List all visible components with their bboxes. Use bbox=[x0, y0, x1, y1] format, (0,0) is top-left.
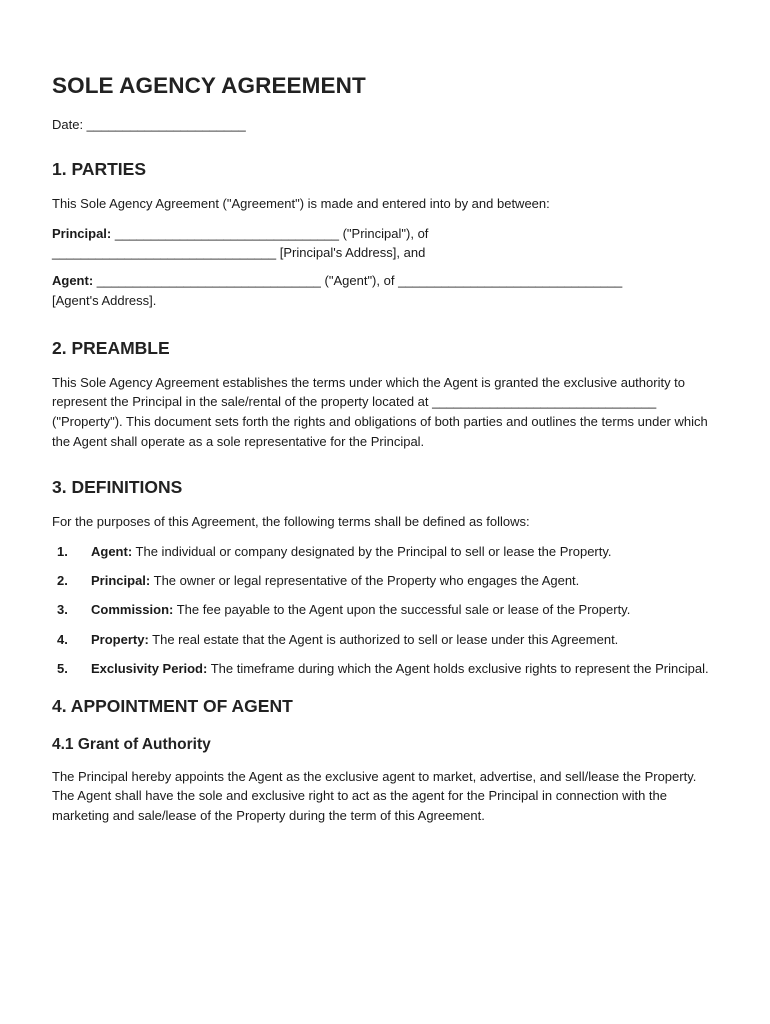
section-heading-definitions: 3. DEFINITIONS bbox=[52, 477, 183, 498]
date-field: Date: ______________________ bbox=[52, 117, 246, 132]
list-item-term: Property: bbox=[91, 631, 149, 647]
section-heading-parties: 1. PARTIES bbox=[52, 159, 147, 179]
parties-intro: This Sole Agency Agreement ("Agreement") is made and entered into by and between: bbox=[52, 196, 550, 211]
preamble-text: This Sole Agency Agreement establishes the terms under which the Agent is granted the exclusive authority to represent the Principal in the sale/rental of the property located at _______________________________ ("Property"). This document sets forth the rights and obligations of both parties and outlines the terms under which the Agent shall operate as a sole representative for the Principal. bbox=[52, 374, 708, 449]
list-item bbox=[52, 630, 718, 650]
list-item-text: The owner or legal representative of the Property who engages the Agent. bbox=[150, 573, 580, 589]
section-heading-preamble: 2. PREAMBLE bbox=[52, 337, 170, 358]
list-item bbox=[52, 659, 718, 679]
section-appointment bbox=[52, 695, 718, 826]
agent-label: Agent: bbox=[52, 273, 94, 289]
list-item-text: The fee payable to the Agent upon the successful sale or lease of the Property. bbox=[173, 602, 631, 618]
list-item-number: 3. bbox=[57, 602, 68, 618]
principal-line-2: _______________________________ [Principal's Address], and bbox=[52, 245, 426, 261]
principal-label: Principal: bbox=[52, 225, 112, 241]
list-item-text: The individual or company designated by the Principal to sell or lease the Property. bbox=[132, 544, 612, 560]
list-item-term: Principal: bbox=[91, 573, 151, 589]
list-item-number: 1. bbox=[57, 544, 68, 560]
section-preamble bbox=[52, 337, 718, 452]
subsection-heading-grant: 4.1 Grant of Authority bbox=[52, 735, 211, 753]
agent-clause bbox=[52, 271, 718, 310]
document-title: SOLE AGENCY AGREEMENT bbox=[52, 73, 366, 98]
principal-line-1: _______________________________ ("Principal"), of bbox=[111, 225, 429, 241]
section-parties bbox=[52, 158, 718, 311]
definitions-intro: For the purposes of this Agreement, the following terms shall be defined as follows: bbox=[52, 514, 530, 530]
list-item bbox=[52, 600, 718, 620]
grant-of-authority-text: The Principal hereby appoints the Agent as the exclusive agent to market, advertise, and sell/lease the Property. The Agent shall have the sole and exclusive right to act as the agent for the Principal in connection with the marketing and sale/lease of the Property during the term of this Agreement. bbox=[52, 768, 697, 823]
list-item bbox=[52, 542, 718, 562]
definitions-list bbox=[52, 542, 718, 679]
section-definitions bbox=[52, 476, 718, 678]
section-heading-appointment: 4. APPOINTMENT OF AGENT bbox=[52, 695, 293, 716]
list-item-term: Agent: bbox=[91, 544, 133, 560]
list-item-term: Commission: bbox=[91, 602, 174, 618]
principal-clause bbox=[52, 224, 718, 263]
list-item-term: Exclusivity Period: bbox=[91, 660, 208, 676]
agent-line-2: [Agent's Address]. bbox=[52, 292, 157, 308]
list-item bbox=[52, 571, 718, 591]
list-item-number: 2. bbox=[57, 573, 68, 589]
agent-line-1: _______________________________ ("Agent"), of _______________________________ bbox=[93, 273, 623, 289]
list-item-text: The timeframe during which the Agent holds exclusive rights to represent the Principal. bbox=[207, 660, 709, 676]
list-item-number: 4. bbox=[57, 631, 68, 647]
list-item-number: 5. bbox=[57, 660, 68, 676]
list-item-text: The real estate that the Agent is authorized to sell or lease under this Agreement. bbox=[148, 631, 619, 647]
